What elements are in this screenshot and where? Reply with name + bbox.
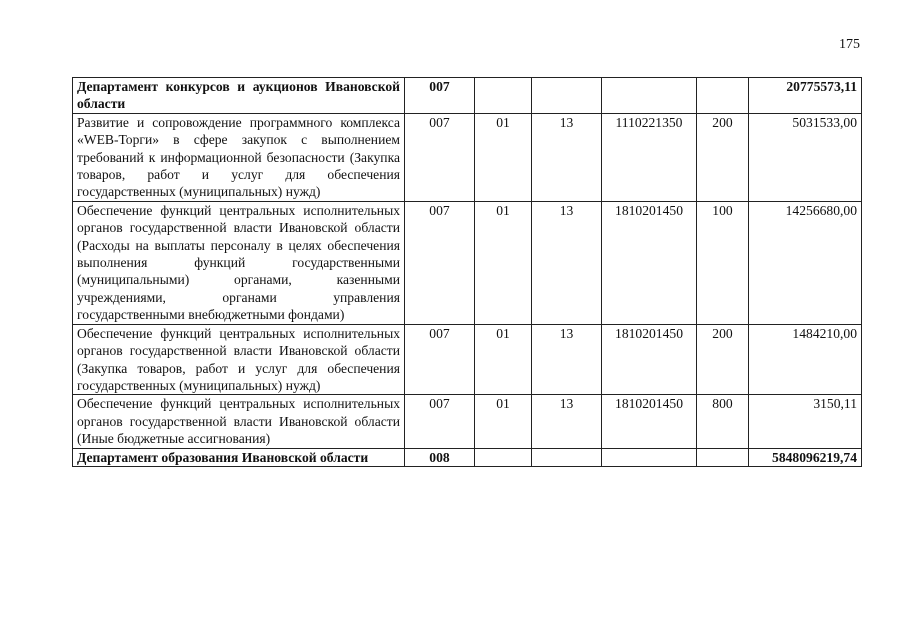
row-gr-code: 008	[405, 448, 475, 466]
table-row	[73, 448, 862, 466]
row-rz-code: 01	[475, 113, 532, 201]
table-row	[73, 395, 862, 448]
row-vr-code: 200	[697, 113, 749, 201]
row-gr-code: 007	[405, 78, 475, 114]
row-pr-code: 13	[532, 201, 602, 324]
row-amount: 20775573,11	[749, 78, 862, 114]
row-amount: 5848096219,74	[749, 448, 862, 466]
row-rz-code: 01	[475, 324, 532, 395]
row-pr-code	[532, 78, 602, 114]
row-rz-code	[475, 78, 532, 114]
row-rz-code	[475, 448, 532, 466]
row-amount: 14256680,00	[749, 201, 862, 324]
row-csr-code	[602, 448, 697, 466]
row-description: Развитие и сопровождение программного комплекса «WEB-Торги» в сфере закупок с выполнением требований к информационной безопасности (Закупка товаров, работ и услуг для обеспечения государственных (муниципальных) нужд)	[73, 113, 405, 201]
table-row	[73, 113, 862, 201]
row-gr-code: 007	[405, 324, 475, 395]
row-amount: 3150,11	[749, 395, 862, 448]
row-gr-code: 007	[405, 113, 475, 201]
row-gr-code: 007	[405, 201, 475, 324]
budget-table	[72, 77, 862, 467]
row-pr-code: 13	[532, 324, 602, 395]
row-description: Обеспечение функций центральных исполнительных органов государственной власти Ивановской области (Расходы на выплаты персоналу в целях обеспечения выполнения функций государственными (муниципальными) органами, казенными учреждениями, органами управления государственными внебюджетными фондами)	[73, 201, 405, 324]
row-pr-code: 13	[532, 113, 602, 201]
row-csr-code: 1810201450	[602, 324, 697, 395]
row-amount: 1484210,00	[749, 324, 862, 395]
page-number: 175	[839, 37, 860, 52]
row-amount: 5031533,00	[749, 113, 862, 201]
row-vr-code: 100	[697, 201, 749, 324]
row-csr-code: 1810201450	[602, 201, 697, 324]
row-rz-code: 01	[475, 395, 532, 448]
row-description: Обеспечение функций центральных исполнительных органов государственной власти Ивановской области (Закупка товаров, работ и услуг для обеспечения государственных (муниципальных) нужд)	[73, 324, 405, 395]
row-csr-code: 1110221350	[602, 113, 697, 201]
row-csr-code	[602, 78, 697, 114]
row-description: Обеспечение функций центральных исполнительных органов государственной власти Ивановской области (Иные бюджетные ассигнования)	[73, 395, 405, 448]
table-row	[73, 324, 862, 395]
row-vr-code: 800	[697, 395, 749, 448]
row-rz-code: 01	[475, 201, 532, 324]
row-vr-code	[697, 448, 749, 466]
table-row	[73, 78, 862, 114]
row-description: Департамент конкурсов и аукционов Ивановской области	[73, 78, 405, 114]
row-pr-code	[532, 448, 602, 466]
table-row	[73, 201, 862, 324]
row-description: Департамент образования Ивановской области	[73, 448, 405, 466]
row-csr-code: 1810201450	[602, 395, 697, 448]
row-pr-code: 13	[532, 395, 602, 448]
row-vr-code: 200	[697, 324, 749, 395]
row-vr-code	[697, 78, 749, 114]
row-gr-code: 007	[405, 395, 475, 448]
